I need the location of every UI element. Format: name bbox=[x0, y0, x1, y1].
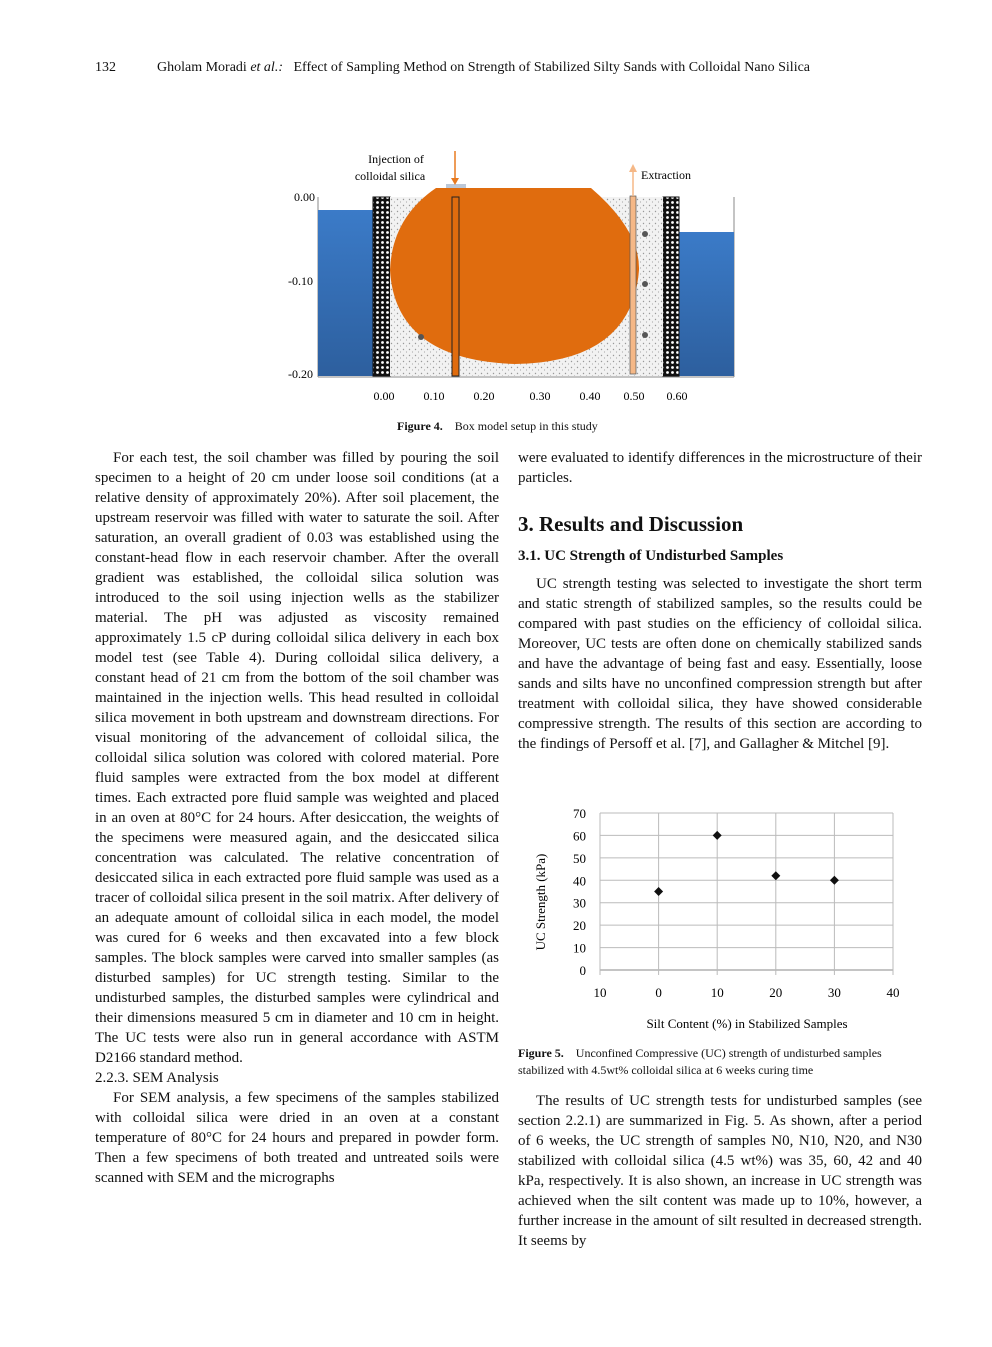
x-tick: 0.50 bbox=[623, 389, 645, 403]
paragraph: The results of UC strength tests for undisturbed samples (see section 2.2.1) are summarized in Fig. 5. As shown, after a period of 6 weeks, the UC strength of samples N0, N10, N20, and N30 stabilized with colloidal silica (4.5 wt%) was 35, 60, 42 and 40 kPa, respectively. It is also shown, an increase in UC strength was achieved when the silt content was made up to 10%, however, a further increase in the amount of silt resulted in decreased strength. It seems by bbox=[518, 1093, 922, 1249]
right-column-lower bbox=[518, 1091, 922, 1251]
data-point bbox=[654, 887, 663, 896]
x-tick: 0.60 bbox=[666, 389, 688, 403]
paragraph: were evaluated to identify differences in the microstructure of their particles. bbox=[518, 450, 922, 486]
y-tick-label: 10 bbox=[573, 940, 586, 956]
header-title: Effect of Sampling Method on Strength of Stabilized Silty Sands with Colloidal Nano Silica bbox=[293, 60, 811, 75]
right-column bbox=[518, 448, 922, 754]
data-point bbox=[713, 831, 722, 840]
page-number: 132 bbox=[95, 60, 116, 75]
extraction-arrowhead-icon bbox=[629, 164, 637, 172]
paragraph: For each test, the soil chamber was filled by pouring the soil specimen to a height of 20 cm under loose soil conditions (at a relative density of approximately 20%). After soil placement, the upstream reservoir was filled with water to saturate the soil. After saturation, an overall gradient of 0.03 was established using the constant-head flow in each reservoir chamber. After the overall gradient was established, the colloidal silica solution was introduced to the soil using injection wells as the stabilizer material. The pH was adjusted as viscosity remained approximately 1.5 cP during colloidal silica delivery in each box model test (see Table 4). During colloidal silica delivery, a constant head of 21 cm from the bottom of the soil chamber was maintained in the injection wells. This head resulted in colloidal silica movement in both upstream and downstream directions. For visual monitoring of the advancement of colloidal silica, the colloidal silica solution was colored with colored material. Pore fluid samples were extracted from the box model at different times. Each extracted pore fluid sample was weighted and placed in an oven at 80°C for 24 hours. After desiccation, the weights of the specimens were measured again, and the desiccated silica concentration was calculated. The relative concentration of desiccated silica in each extracted pore fluid sample was used as a tracer of colloidal silica present in the soil matrix. After delivery of an adequate amount of colloidal silica in each model, the model was cured for 6 weeks and then excavated into a few block samples. The block samples were carved into smaller samples (as disturbed samples) for UC strength testing. Similar to the undisturbed samples, the disturbed samples were cylindrical and their dimensions measured 5 cm in diameter and 10 cm in height. The UC tests were also run in general accordance with ASTM D2166 standard method. bbox=[95, 450, 499, 1066]
y-tick: -0.20 bbox=[288, 367, 313, 381]
running-header bbox=[157, 60, 810, 76]
sampling-point bbox=[642, 231, 648, 237]
x-tick-label: 0 bbox=[655, 985, 662, 1000]
injection-well bbox=[452, 197, 459, 376]
data-point bbox=[830, 876, 839, 885]
y-tick-label: 70 bbox=[573, 806, 586, 821]
sampling-point bbox=[418, 334, 424, 340]
y-tick-label: 0 bbox=[579, 963, 586, 978]
x-tick: 0.20 bbox=[473, 389, 495, 403]
colloidal-silica-plume bbox=[390, 188, 639, 364]
figure-4-caption-text: Box model setup in this study bbox=[454, 419, 598, 433]
upstream-filter bbox=[373, 197, 390, 376]
figure-5-caption-text: Unconfined Compressive (UC) strength of undisturbed samples stabilized with 4.5wt% colloidal silica at 6 weeks curing time bbox=[518, 1046, 882, 1077]
left-column bbox=[95, 448, 499, 1188]
x-tick: 0.30 bbox=[529, 389, 551, 403]
extraction-label: Extraction bbox=[641, 168, 691, 182]
extraction-well bbox=[630, 196, 636, 374]
upstream-reservoir bbox=[318, 210, 373, 376]
figure-4-label: Figure 4. bbox=[397, 419, 443, 433]
header-et-al: et al.: bbox=[250, 60, 283, 75]
y-axis-label: UC Strength (kPa) bbox=[533, 853, 548, 951]
data-point bbox=[771, 871, 780, 880]
x-tick-label: 40 bbox=[886, 985, 900, 1000]
figure-5-caption bbox=[518, 1045, 928, 1079]
figure-4-box-model bbox=[280, 140, 750, 410]
y-tick-label: 40 bbox=[573, 873, 586, 889]
x-tick: 0.10 bbox=[423, 389, 445, 403]
x-tick-label: 20 bbox=[769, 985, 783, 1000]
y-tick: 0.00 bbox=[294, 190, 315, 204]
injection-label: Injection of bbox=[368, 152, 424, 166]
y-tick-label: 60 bbox=[573, 828, 586, 844]
y-tick-label: 50 bbox=[573, 850, 586, 866]
figure-5-chart bbox=[520, 800, 930, 1040]
paragraph: For SEM analysis, a few specimens of the samples stabilized with colloidal silica were dried in an oven at a constant temperature of 80°C for 24 hours and prepared in powder form. Then a few specimens of both treated and untreated soils were scanned with SEM and the micrographs bbox=[95, 1090, 499, 1186]
x-tick-label: 10 bbox=[710, 985, 724, 1000]
x-tick: 0.00 bbox=[373, 389, 395, 403]
header-authors: Gholam Moradi bbox=[157, 60, 247, 75]
sampling-point bbox=[642, 332, 648, 338]
y-tick: -0.10 bbox=[288, 274, 313, 288]
x-tick: 0.40 bbox=[579, 389, 601, 403]
subsection-heading: 3.1. UC Strength of Undisturbed Samples bbox=[518, 548, 784, 564]
x-tick-label: 10 bbox=[593, 985, 607, 1000]
injection-label: colloidal silica bbox=[354, 169, 426, 183]
injection-arrowhead-icon bbox=[451, 178, 459, 185]
downstream-filter bbox=[663, 197, 679, 376]
y-tick-label: 30 bbox=[573, 895, 586, 911]
figure-4-caption bbox=[397, 418, 598, 435]
sampling-point bbox=[642, 281, 648, 287]
x-tick-label: 30 bbox=[827, 985, 841, 1000]
injection-cap bbox=[446, 184, 466, 188]
subheading-sem-analysis: 2.2.3. SEM Analysis bbox=[95, 1070, 219, 1086]
figure-5-label: Figure 5. bbox=[518, 1046, 564, 1060]
x-axis-label: Silt Content (%) in Stabilized Samples bbox=[646, 1016, 848, 1031]
y-tick-label: 20 bbox=[573, 918, 586, 934]
paragraph: UC strength testing was selected to investigate the short term and static strength of stabilized samples, so the results could be compared with past studies on the efficiency of colloidal silica. Moreover, UC tests are often done on chemically stabilized sands and have the advantage of being fast and easy. Essentially, loose sands and silts have no unconfined compression strength but after treatment with colloidal silica, they have showed considerable compressive strength. The results of this section are according to the findings of Persoff et al. [7], and Gallagher & Mitchel [9]. bbox=[518, 576, 922, 752]
downstream-reservoir bbox=[679, 232, 734, 376]
section-heading: 3. Results and Discussion bbox=[518, 512, 744, 536]
